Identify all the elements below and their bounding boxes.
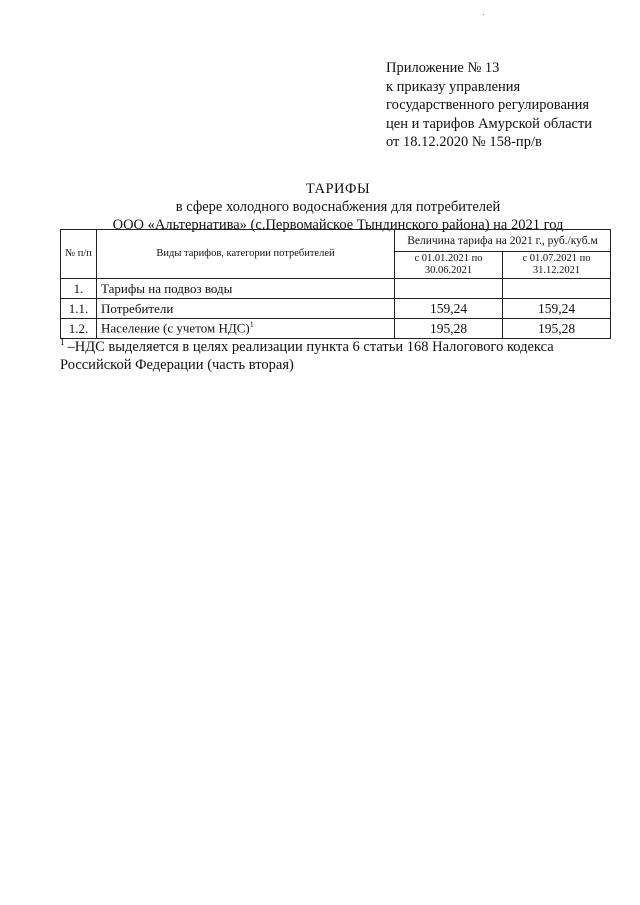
annex-line-3: государственного регулирования [386, 97, 590, 113]
title-heading: ТАРИФЫ [305, 181, 371, 197]
row-name: Тарифы на подвоз воды [97, 279, 395, 299]
header-number [61, 230, 97, 279]
title-subheading: в сфере холодного водоснабжения для потребителей [175, 199, 501, 215]
row-number: 1.1. [61, 299, 97, 319]
footnote-text: –НДС выделяется в целях реализации пункта 6 статьи 168 Налогового кодекса Российской Федерации (часть вторая) [60, 339, 554, 373]
table-row [61, 299, 611, 319]
document-title [60, 180, 616, 234]
annex-header [386, 59, 636, 152]
scan-speck [483, 14, 484, 15]
annex-line-2: к приказу управления [386, 78, 521, 95]
footnote-reference: 1 [249, 320, 254, 330]
table-row [61, 279, 611, 299]
footnote [60, 339, 620, 374]
row-number: 1.2. [61, 319, 97, 339]
row-name: Потребители [97, 299, 395, 319]
header-tariff-value [395, 230, 611, 252]
annex-line-1: Приложение № 13 [386, 60, 500, 76]
annex-line-4: цен и тарифов Амурской области [386, 115, 593, 132]
row-value-period-1: 159,24 [395, 299, 503, 319]
tariff-table [60, 229, 611, 339]
header-period-1 [395, 252, 503, 279]
title-organization: ООО «Альтернатива» (с.Первомайское Тындинского района) на 2021 год [112, 217, 564, 233]
row-value-period-1 [395, 279, 503, 299]
table-row [61, 319, 611, 339]
footnote-mark: 1 [60, 337, 65, 347]
header-period-2 [503, 252, 611, 279]
row-number: 1. [61, 279, 97, 299]
header-period-2-label: с 01.07.2021 по 31.12.2021 [522, 253, 591, 276]
header-tariff-type [97, 230, 395, 279]
row-value-period-1: 195,28 [395, 319, 503, 339]
row-name [97, 319, 395, 339]
row-value-period-2 [503, 279, 611, 299]
header-tariff-value-label: Величина тарифа на 2021 г., руб./куб.м [407, 234, 598, 247]
header-number-label: № п/п [65, 248, 92, 259]
header-period-1-label: с 01.01.2021 по 30.06.2021 [414, 253, 483, 276]
row-value-period-2: 195,28 [503, 319, 611, 339]
annex-line-5: от 18.12.2020 № 158-пр/в [386, 134, 542, 150]
row-value-period-2: 159,24 [503, 299, 611, 319]
row-name-text: Население (с учетом НДС) [101, 320, 250, 336]
header-tariff-type-label: Виды тарифов, категории потребителей [156, 248, 335, 259]
